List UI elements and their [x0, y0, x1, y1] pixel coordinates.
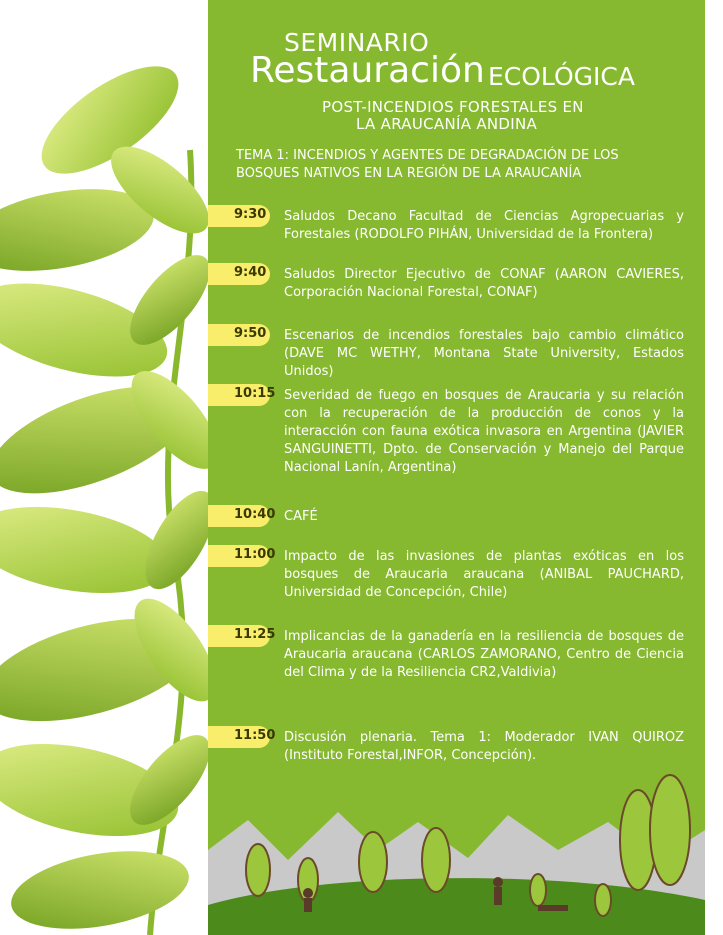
session-description: Discusión plenaria. Tema 1: Moderador IVAN QUIROZ (Instituto Forestal,INFOR, Concepción). [284, 730, 684, 763]
time-badge [208, 726, 276, 748]
title-restauracion: Restauración [250, 50, 485, 91]
time-badge [208, 625, 276, 647]
time-label: 9:40 [234, 265, 267, 280]
time-label: 10:40 [234, 507, 276, 522]
program-panel [208, 0, 705, 935]
tema-heading: TEMA 1: INCENDIOS Y AGENTES DE DEGRADACIÓN DE LOS BOSQUES NATIVOS EN LA REGIÓN DE LA ARAUCANÍA [236, 148, 619, 181]
time-badge [208, 545, 276, 567]
session-description: Severidad de fuego en bosques de Araucaria y su relación con la recuperación de la producción de conos y la interacción con fauna exótica invasora en Argentina (JAVIER SANGUINETTI, Dpto. de Conservación y Manejo del Parque Nacional Lanín, Argentina) [284, 388, 684, 475]
time-badge [208, 263, 270, 285]
title-ecologica: ECOLÓGICA [488, 62, 635, 91]
subtitle-line-1: POST-INCENDIOS FORESTALES EN [322, 98, 584, 116]
session-description: Escenarios de incendios forestales bajo cambio climático (DAVE MC WETHY, Montana State University, Estados Unidos) [284, 328, 684, 379]
time-label: 11:50 [234, 728, 276, 743]
session-description: Saludos Decano Facultad de Ciencias Agropecuarias y Forestales (RODOLFO PIHÁN, Universidad de la Frontera) [284, 209, 684, 242]
session-description: CAFÉ [284, 509, 318, 524]
time-label: 9:30 [234, 207, 267, 222]
time-badge [208, 384, 276, 406]
time-badge [208, 324, 270, 346]
subtitle-line-2: LA ARAUCANÍA ANDINA [356, 115, 538, 133]
time-label: 9:50 [234, 326, 267, 341]
session-description: Saludos Director Ejecutivo de CONAF (AARON CAVIERES, Corporación Nacional Forestal, CONAF) [284, 267, 684, 300]
session-description: Impacto de las invasiones de plantas exóticas en los bosques de Araucaria araucana (ANIBAL PAUCHARD, Universidad de Concepción, Chile) [284, 549, 684, 600]
time-badge [208, 205, 270, 227]
session-description: Implicancias de la ganadería en la resiliencia de bosques de Araucaria araucana (CARLOS ZAMORANO, Centro de Ciencia del Clima y de la Resiliencia CR2,Valdivia) [284, 629, 684, 680]
time-label: 11:25 [234, 627, 276, 642]
title-seminario: SEMINARIO [284, 28, 430, 57]
time-label: 11:00 [234, 547, 276, 562]
time-label: 10:15 [234, 386, 276, 401]
time-badge [208, 505, 276, 527]
